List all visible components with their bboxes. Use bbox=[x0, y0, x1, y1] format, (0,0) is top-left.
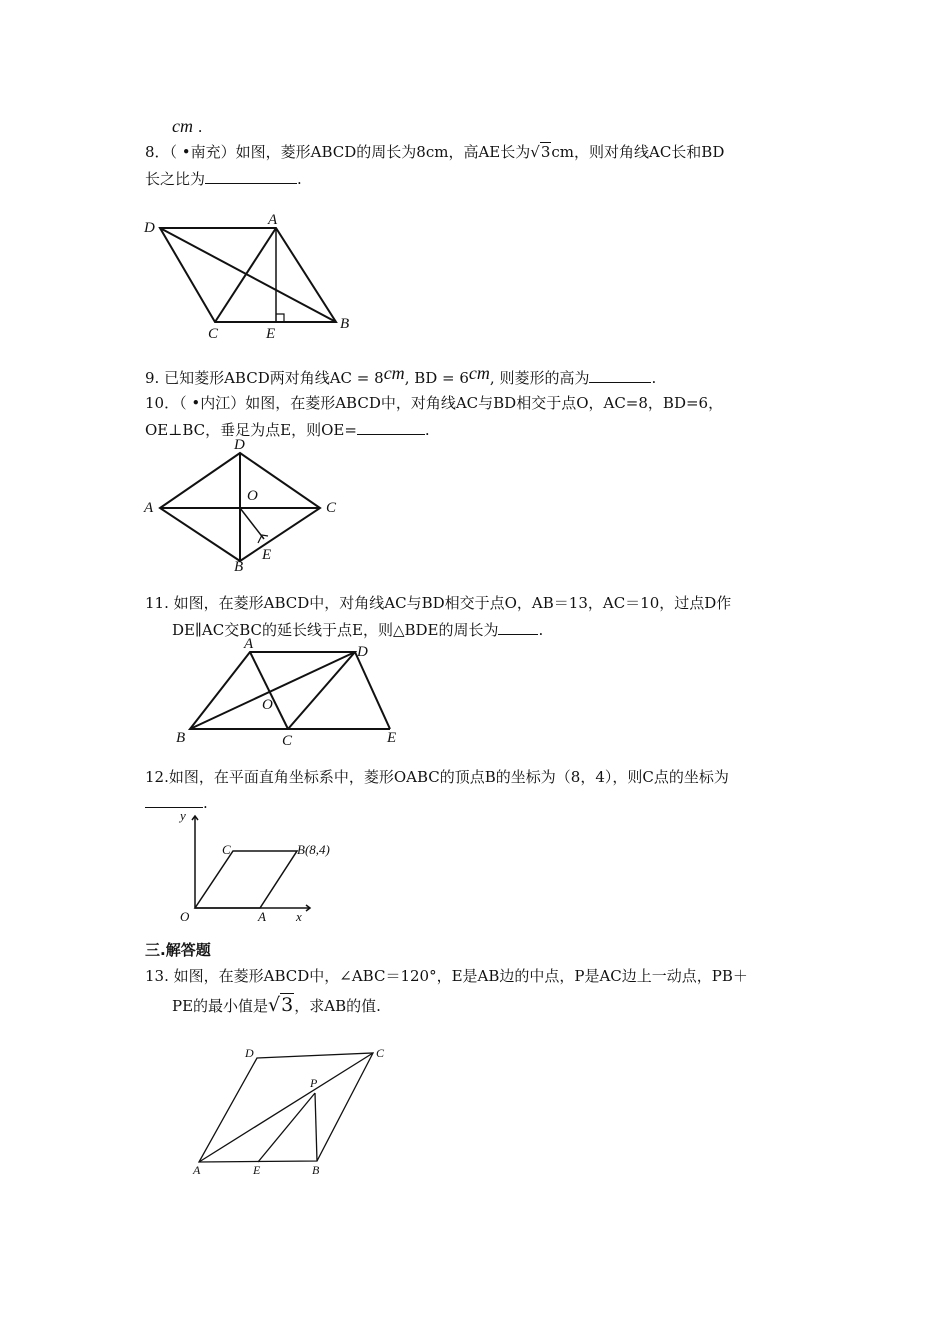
q11-label-o: O bbox=[262, 697, 273, 713]
q8-label-b: B bbox=[340, 316, 350, 332]
q11-label-c: C bbox=[282, 733, 293, 749]
q10-line1 bbox=[145, 393, 723, 413]
q9-text-mid: , BD = 6 bbox=[404, 369, 469, 387]
q11-diagonal-bd bbox=[190, 652, 355, 729]
q10-line2 bbox=[145, 420, 430, 440]
q10-end: . bbox=[424, 421, 430, 439]
sqrt-symbol: √3 bbox=[268, 994, 294, 1016]
q9-text-post: , 则菱形的高为 bbox=[489, 369, 590, 387]
q11-text-line1: 11. 如图，在菱形ABCD中，对角线AC与BD相交于点O，AB＝13，AC＝10，过点D作 bbox=[145, 594, 732, 612]
q11-label-a: A bbox=[244, 636, 254, 652]
q9-unit1: cm bbox=[383, 363, 405, 383]
q12-figure bbox=[170, 808, 370, 928]
q10-text-line2: OE⊥BC，垂足为点E，则OE= bbox=[145, 421, 357, 439]
q10-figure bbox=[140, 438, 360, 578]
q13-label-c: C bbox=[376, 1046, 385, 1060]
q11-label-b: B bbox=[176, 730, 186, 746]
q11-end: . bbox=[538, 621, 544, 639]
q8-diagonal-ac bbox=[215, 228, 276, 322]
q13-label-b: B bbox=[312, 1163, 320, 1177]
q11-label-e: E bbox=[387, 730, 397, 746]
q8-text-post: cm，则对角线AC长和BD bbox=[551, 143, 725, 161]
q12-rhombus bbox=[195, 851, 297, 908]
q8-label-e: E bbox=[266, 326, 276, 342]
answer-blank[interactable] bbox=[498, 620, 538, 635]
q11-figure bbox=[170, 632, 450, 752]
q12-label-a: A bbox=[258, 909, 266, 924]
q8-line2 bbox=[145, 169, 302, 189]
section-title bbox=[145, 940, 211, 960]
q8-label-c: C bbox=[208, 326, 219, 342]
q13-figure bbox=[185, 1040, 405, 1180]
q8-sqrt-value: 3 bbox=[540, 143, 551, 161]
answer-blank[interactable] bbox=[589, 368, 651, 383]
q12-label-c: C bbox=[222, 842, 231, 857]
q13-line2 bbox=[172, 995, 381, 1016]
q13-label-p: P bbox=[310, 1076, 318, 1090]
q13-segment-pe bbox=[258, 1093, 315, 1162]
q10-label-o: O bbox=[247, 488, 258, 504]
q10-label-b: B bbox=[234, 559, 244, 575]
q10-text-line1: 10．（ •内江）如图，在菱形ABCD中，对角线AC与BD相交于点O，AC=8，BD=6， bbox=[145, 394, 724, 412]
q13-sqrt-value: 3 bbox=[281, 994, 294, 1016]
q8-right-angle bbox=[276, 314, 284, 322]
answer-blank[interactable] bbox=[145, 793, 203, 808]
q12-label-o: O bbox=[180, 909, 190, 924]
q9-line bbox=[145, 363, 657, 388]
section-title-text: 三.解答题 bbox=[145, 941, 211, 959]
q8-line1 bbox=[145, 142, 724, 162]
q10-right-angle bbox=[258, 535, 268, 543]
answer-blank[interactable] bbox=[205, 169, 297, 184]
q10-segment-oe bbox=[240, 508, 264, 539]
q8-label-d: D bbox=[144, 220, 155, 236]
q10-label-c: C bbox=[326, 500, 337, 516]
q13-label-a: A bbox=[193, 1163, 201, 1177]
q12-label-y: y bbox=[180, 808, 186, 823]
q11-diagonal-ac bbox=[250, 652, 288, 729]
q12-end: . bbox=[203, 794, 208, 812]
q9-text-pre: 9. 已知菱形ABCD两对角线AC = 8 bbox=[145, 369, 384, 387]
q8-text-line2: 长之比为 bbox=[145, 170, 206, 188]
q10-label-a: A bbox=[144, 500, 154, 516]
q9-end: . bbox=[651, 369, 657, 387]
q11-line1 bbox=[145, 593, 731, 613]
q11-segment-de bbox=[355, 652, 390, 729]
q7-unit: cm bbox=[172, 116, 193, 136]
q8-text-pre: 8．（ •南充）如图，菱形ABCD的周长为8cm，高AE长为 bbox=[145, 143, 531, 161]
q7-end: . bbox=[197, 118, 203, 136]
q11-label-d: D bbox=[357, 644, 368, 660]
q11-text-line2: DE∥AC交BC的延长线于点E，则△BDE的周长为 bbox=[172, 621, 499, 639]
q8-label-a: A bbox=[268, 212, 278, 228]
sqrt-symbol: √3 bbox=[530, 143, 551, 161]
q12-text-line1: 12.如图，在平面直角坐标系中，菱形OABC的顶点B的坐标为（8，4），则C点的坐标为 bbox=[145, 768, 729, 786]
answer-blank[interactable] bbox=[357, 420, 425, 435]
q8-end: . bbox=[297, 170, 302, 188]
q13-text-post: ，求AB的值. bbox=[294, 997, 381, 1015]
q9-unit2: cm bbox=[468, 363, 490, 383]
q12-label-x: x bbox=[296, 909, 302, 924]
q13-label-e: E bbox=[253, 1163, 261, 1177]
q10-label-d: D bbox=[234, 437, 245, 453]
q12-line1 bbox=[145, 767, 729, 787]
q12-label-b: B(8,4) bbox=[297, 842, 330, 857]
q13-text-pre: PE的最小值是 bbox=[172, 997, 269, 1015]
q10-label-e: E bbox=[262, 547, 272, 563]
q13-text-line1: 13. 如图，在菱形ABCD中，∠ABC＝120°，E是AB边的中点，P是AC边上一动点，PB＋ bbox=[145, 967, 748, 985]
q13-diagonal-ac bbox=[199, 1053, 373, 1162]
q13-line1 bbox=[145, 966, 748, 986]
q13-label-d: D bbox=[245, 1046, 254, 1060]
q7-tail bbox=[172, 116, 203, 137]
q13-segment-pb bbox=[315, 1093, 317, 1161]
q8-figure bbox=[140, 210, 380, 350]
